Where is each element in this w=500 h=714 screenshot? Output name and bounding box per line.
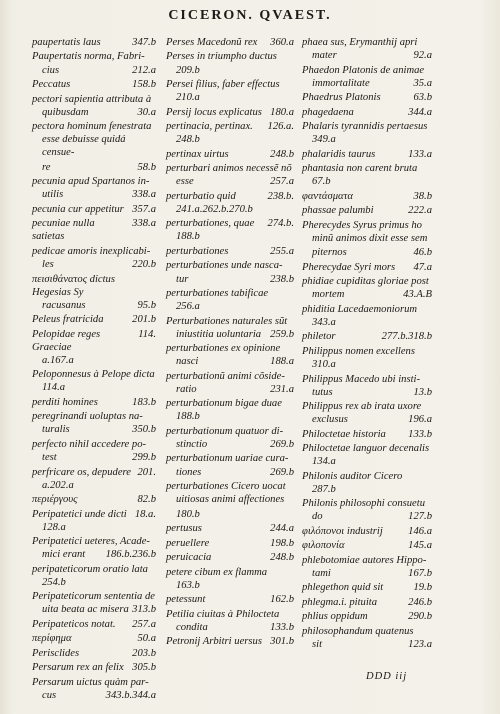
index-term-continuation: 114.a	[42, 382, 66, 394]
index-entry	[166, 148, 294, 161]
index-term: πεισιθάνατος dictus Hegesias Sy	[32, 273, 115, 298]
page-reference: 146.a	[408, 525, 432, 537]
index-entry	[166, 522, 294, 535]
index-term: Pelopidae reges Graeciae	[32, 328, 101, 353]
index-entry	[32, 438, 156, 464]
index-entry	[302, 148, 432, 161]
index-term: pecuniae nulla satietas	[32, 218, 95, 243]
index-term-continuation: 287.b	[312, 483, 336, 495]
index-term-continuation: 95.b racusanus	[42, 299, 156, 311]
page-reference: 269.b	[270, 438, 294, 450]
index-term-continuation: 257.a esse	[176, 176, 294, 188]
index-term: pectora hominum fenestrata	[32, 121, 152, 133]
index-term-continuation: 254.b	[42, 576, 66, 588]
index-entry	[302, 204, 432, 217]
index-term-continuation: 92.a mater	[312, 50, 432, 62]
index-entry	[166, 551, 294, 564]
index-entry	[166, 452, 294, 478]
index-term: petessunt	[166, 594, 206, 606]
index-term-continuation: 269.b tiones	[176, 466, 294, 478]
index-column-2	[166, 36, 294, 650]
page-reference: 248.b	[270, 148, 294, 160]
page-reference: 183.b	[132, 396, 156, 408]
index-term: Philoctetae historia	[302, 428, 386, 440]
index-entry	[32, 535, 156, 561]
index-term-continuation: 349.a	[312, 134, 336, 146]
index-entry	[302, 261, 432, 274]
index-entry	[302, 610, 432, 623]
index-entry	[166, 162, 294, 188]
index-entry	[166, 106, 294, 119]
index-entry	[32, 93, 156, 119]
index-term: phlius oppidum	[302, 611, 368, 623]
index-entry	[32, 493, 156, 506]
index-entry	[32, 273, 156, 312]
index-term: peregrinandi uoluptas na-	[32, 411, 143, 423]
index-term: perturbationes ex opinione	[166, 343, 281, 355]
index-term: Perses Macedonũ rex	[166, 37, 258, 48]
index-term-continuation: 133.b condita	[176, 621, 294, 633]
index-term: phlegma.i. pituita	[302, 596, 378, 608]
index-term: Peripateticorum sententia de	[32, 591, 155, 603]
index-term-continuation: 209.b	[176, 64, 200, 76]
index-entry	[32, 78, 156, 91]
index-entry	[302, 36, 432, 62]
index-term: 180.b	[176, 508, 200, 520]
index-term-continuation: 299.b test	[42, 452, 156, 464]
index-term-continuation: 210.a	[176, 92, 200, 104]
page-reference: 269.b	[270, 466, 294, 478]
index-term: perturbationũ animi cõside-	[166, 370, 285, 382]
index-term: περιέργους	[32, 494, 78, 506]
index-term: Petronij Arbitri uersus	[166, 636, 262, 648]
index-term-continuation: 313.b uita beata ac misera	[42, 604, 156, 616]
index-term: petere cibum ex flamma	[166, 566, 268, 578]
index-term-continuation: 67.b	[312, 176, 331, 188]
page-reference: 82.b	[137, 494, 156, 506]
index-entry	[302, 596, 432, 609]
index-entry	[166, 425, 294, 451]
index-term: Persei filius, faber effectus	[166, 79, 280, 91]
page-reference: 290.b	[408, 611, 432, 623]
index-term: Philoctetae languor decenalis	[302, 443, 430, 455]
page-reference: 301.b	[270, 636, 294, 648]
index-entry	[32, 563, 156, 589]
page-reference: 186.b.236.b	[105, 549, 156, 561]
page-reference: 30.a	[137, 106, 156, 118]
page-reference: 313.b	[132, 604, 156, 616]
index-term: phassae palumbi	[302, 205, 374, 217]
index-entry	[302, 581, 432, 594]
index-term: pectori sapientia attributa à	[32, 93, 152, 105]
index-entry	[302, 162, 432, 188]
index-term: perturbationum uariae cura-	[166, 453, 289, 465]
index-term: re	[42, 161, 51, 173]
index-term-continuation: 310.a	[312, 359, 336, 371]
index-entry	[302, 539, 432, 552]
index-entry	[32, 396, 156, 409]
index-term-continuation: 269.b stinctio	[176, 438, 294, 450]
index-term: φιλοπονία	[302, 540, 345, 552]
index-term: peripateticorum oratio lata	[32, 563, 148, 575]
index-term: pecunia cur appetitur	[32, 203, 124, 215]
index-entry	[166, 508, 294, 521]
index-entry	[302, 219, 432, 245]
index-entry	[302, 554, 432, 580]
index-entry	[32, 590, 156, 616]
index-term: Philippus rex ab irata uxore	[302, 401, 422, 413]
page-reference: 92.a	[413, 50, 432, 62]
index-term: Perses in triumpho ductus	[166, 51, 277, 63]
page-reference: 133.b	[408, 428, 432, 440]
page-reference: 50.a	[137, 633, 156, 645]
index-term: perturbationum bigae duae	[166, 398, 282, 410]
page-reference-continuation: 188.b	[176, 231, 200, 243]
index-entry	[166, 120, 294, 146]
index-term: pedicae amoris inexplicabi-	[32, 245, 151, 257]
index-term: φιλόπονοι industrij	[302, 525, 383, 537]
index-term: Philonis auditor Cicero	[302, 470, 403, 482]
index-entry	[166, 370, 294, 396]
page-reference: 18.a.	[134, 508, 156, 520]
index-term: Peripatetici ueteres, Acade-	[32, 536, 150, 548]
index-term: peruicacia	[166, 552, 212, 564]
page-reference: 277.b.318.b	[381, 331, 432, 343]
index-entry	[302, 275, 432, 301]
index-term: perturbationes unde nasca-	[166, 260, 283, 272]
page-reference: 133.b	[270, 621, 294, 633]
index-column-3	[302, 36, 432, 652]
index-term: Perturbationes naturales sũt	[166, 315, 288, 327]
page-reference: 167.b	[408, 567, 432, 579]
index-entry	[166, 537, 294, 550]
index-term: Persij locus explicatus	[166, 106, 262, 118]
page-reference: 238.b.	[267, 190, 294, 202]
page-reference: 248.b	[270, 552, 294, 564]
page-reference: 158.b	[132, 79, 156, 91]
page-reference: 259.b	[270, 328, 294, 340]
page-reference: 255.a	[270, 245, 294, 257]
index-term: phlebotomiae autores Hippo-	[302, 554, 427, 566]
index-term: Peleus fratricida	[32, 314, 104, 326]
index-term: Peripateticos notat.	[32, 618, 116, 630]
page-reference: 114.	[138, 328, 156, 340]
index-term-continuation: 163.b	[176, 579, 200, 591]
index-term-continuation: 35.a immortalitate	[312, 77, 432, 89]
index-term-continuation: 123.a sit	[312, 638, 432, 650]
page-reference: 338.a	[132, 218, 156, 230]
index-entry	[166, 287, 294, 313]
index-entry	[32, 161, 156, 174]
signature-mark: DDD iij	[366, 671, 408, 682]
page-reference: 188.a	[270, 356, 294, 368]
index-term: pecunia apud Spartanos in-	[32, 176, 150, 188]
index-term-continuation: 238.b tur	[176, 273, 294, 285]
index-term-continuation: 127.b do	[312, 511, 432, 523]
index-entry	[166, 217, 294, 243]
index-term: phantasia non carent bruta	[302, 163, 418, 175]
index-term: peruellere	[166, 537, 210, 549]
page-reference: 360.a	[270, 37, 294, 48]
index-entry	[32, 632, 156, 645]
index-term-continuation: 212.a cius	[42, 64, 156, 76]
index-term-continuation: uitiosas animi affectiones	[176, 494, 285, 506]
index-term-continuation: 188.a nasci	[176, 356, 294, 368]
index-entry	[32, 647, 156, 660]
page-reference-continuation: a.202.a	[42, 479, 74, 491]
index-entry	[302, 345, 432, 371]
index-term: perturbationes tabificae	[166, 287, 269, 299]
page-reference: 257.a	[270, 176, 294, 188]
page-reference-continuation: 128.a	[42, 521, 66, 533]
index-term: Paupertatis norma, Fabri-	[32, 51, 145, 63]
index-entry	[32, 410, 156, 436]
index-term-continuation: 220.b les	[42, 259, 156, 271]
page-reference: 162.b	[270, 594, 294, 606]
index-term-continuation: 259.b iniustitia uoluntaria	[176, 328, 294, 340]
index-entry	[166, 245, 294, 258]
page-reference: 43.A.B	[403, 289, 432, 301]
index-term-continuation: 43.A.B mortem	[312, 289, 432, 301]
page-reference: 257.a	[132, 618, 156, 630]
index-entry	[302, 442, 432, 468]
page-reference-continuation: 241.a.262.b.270.b	[176, 203, 253, 215]
index-entry	[302, 373, 432, 399]
index-term: pertinax uirtus	[166, 148, 229, 160]
index-entry	[32, 661, 156, 674]
index-term: phiditia Lacedaemoniorum	[302, 303, 418, 315]
index-entry	[32, 217, 156, 243]
index-term-continuation: 343.a	[312, 316, 336, 328]
page-reference: 95.b	[137, 299, 156, 311]
page-reference: 35.a	[413, 77, 432, 89]
index-term: perturbatio quid	[166, 190, 236, 202]
index-entry	[302, 400, 432, 426]
index-term: Persarum uictus quàm par-	[32, 676, 149, 688]
index-term: perturbari animos necessẽ nõ	[166, 163, 292, 175]
index-term: φαντάσματα	[302, 190, 353, 202]
index-entry	[32, 328, 156, 367]
index-entry	[302, 625, 432, 651]
index-entry	[166, 50, 294, 76]
index-term: pertinacia, pertinax.	[166, 121, 253, 133]
index-term: Peccatus	[32, 79, 71, 91]
index-term: perturbationes, quae	[166, 218, 255, 230]
running-header: CICERON. QVAEST.	[168, 8, 332, 23]
index-entry	[302, 64, 432, 90]
page-reference-continuation: 248.b	[176, 134, 200, 146]
index-entry	[166, 635, 294, 648]
page-reference: 347.b	[132, 37, 156, 48]
page-reference: 244.a	[270, 523, 294, 535]
page-reference: 180.a	[270, 106, 294, 118]
index-term: Pherecydae Syri mors	[302, 261, 396, 273]
index-entry	[302, 497, 432, 523]
page-reference: 13.b	[413, 386, 432, 398]
index-entry	[32, 120, 156, 159]
index-entry	[32, 466, 156, 492]
index-column-1	[32, 36, 156, 703]
page-reference: 203.b	[132, 647, 156, 659]
index-term: Pherecydes Syrus primus ho	[302, 219, 422, 231]
page-reference: 350.b	[132, 424, 156, 436]
index-entry	[32, 508, 156, 534]
page-reference: 201.b	[132, 314, 156, 326]
index-term-continuation: minũ animos dixit esse sem	[312, 232, 428, 244]
index-term: Peripatetici unde dicti	[32, 508, 127, 520]
index-term: Phaedon Platonis de animae	[302, 64, 425, 76]
index-entry	[302, 91, 432, 104]
page-reference: 201.	[137, 466, 156, 478]
index-term: Persarum rex an felix	[32, 662, 124, 674]
page-reference: 274.b.	[267, 218, 294, 230]
index-entry	[302, 106, 432, 119]
index-term: phidiae cupiditas gloriae post	[302, 276, 429, 288]
index-term: phalaridis taurus	[302, 148, 376, 160]
index-term: perturbationum quatuor di-	[166, 425, 284, 437]
index-entry	[32, 618, 156, 631]
index-entry	[166, 190, 294, 216]
index-term: Phalaris tyrannidis pertaesus	[302, 121, 428, 133]
index-term: philetor	[302, 331, 336, 343]
index-term: Peloponnesus à Pelope dicta	[32, 369, 155, 381]
index-term: Phaedrus Platonis	[302, 92, 381, 104]
index-term: paupertatis laus	[32, 37, 101, 48]
index-term: phagedaena	[302, 106, 354, 118]
index-entry	[32, 313, 156, 326]
page-reference: 212.a	[132, 64, 156, 76]
page-reference: 231.a	[270, 383, 294, 395]
page-reference: 357.a	[132, 203, 156, 215]
index-term: Perisclides	[32, 647, 80, 659]
index-term: perturbationes Cicero uocat	[166, 481, 286, 493]
index-entry	[302, 246, 432, 259]
index-entry	[32, 245, 156, 271]
page-reference: 344.a	[408, 106, 432, 118]
index-term-continuation: 343.b.344.a cus	[42, 689, 156, 701]
index-entry	[302, 428, 432, 441]
index-entry	[166, 593, 294, 606]
page-reference: 238.b	[270, 273, 294, 285]
page-reference: 196.a	[408, 414, 432, 426]
page-reference: 47.a	[413, 261, 432, 273]
index-entry	[166, 78, 294, 104]
index-term-continuation: 13.b tutus	[312, 386, 432, 398]
index-entry	[302, 330, 432, 343]
page-reference: 46.b	[413, 247, 432, 259]
page-reference: 38.b	[413, 190, 432, 202]
index-term: περίφημα	[32, 633, 72, 645]
page-reference: 305.b	[132, 662, 156, 674]
index-term: perfricare os, depudere	[32, 466, 131, 478]
index-term: Philippus Macedo ubi insti-	[302, 373, 420, 385]
index-term: perditi homines	[32, 396, 98, 408]
index-entry	[32, 203, 156, 216]
page-reference: 58.b	[137, 161, 156, 173]
index-term: Philippus nomen excellens	[302, 345, 415, 357]
index-term: pertusus	[166, 523, 202, 535]
index-entry	[302, 303, 432, 329]
index-term-continuation: 256.a	[176, 301, 200, 313]
index-entry	[302, 120, 432, 146]
index-term-continuation: 167.b tami	[312, 567, 432, 579]
index-entry	[302, 190, 432, 203]
index-entry	[166, 342, 294, 368]
index-term: perturbationes	[166, 245, 229, 257]
page-reference: 299.b	[132, 452, 156, 464]
index-term-continuation: esse debuisse quidá censue-	[42, 134, 126, 159]
index-entry	[166, 36, 294, 49]
index-entry	[166, 608, 294, 634]
page-reference: 220.b	[132, 259, 156, 271]
index-term-continuation: 350.b turalis	[42, 424, 156, 436]
page-reference: 222.a	[408, 205, 432, 217]
page-reference: 123.a	[408, 638, 432, 650]
index-term-continuation: 188.b	[176, 411, 200, 423]
index-term: Petilia ciuitas à Philocteta	[166, 608, 280, 620]
page-reference: 338.a	[132, 189, 156, 201]
page-reference: 19.b	[413, 582, 432, 594]
index-entry	[166, 315, 294, 341]
index-term: Philonis philosophi consuetu	[302, 498, 426, 510]
index-entry	[302, 525, 432, 538]
index-entry	[32, 50, 156, 76]
page-reference: 198.b	[270, 537, 294, 549]
index-term-continuation: 231.a ratio	[176, 383, 294, 395]
index-entry	[166, 397, 294, 423]
page-reference: 126.a.	[267, 121, 294, 133]
index-entry	[166, 566, 294, 592]
index-entry	[166, 259, 294, 285]
index-term: phaea sus, Erymanthij apri	[302, 37, 418, 48]
index-entry	[302, 470, 432, 496]
page-reference: 246.b	[408, 596, 432, 608]
page-reference: 127.b	[408, 511, 432, 523]
page-reference: 343.b.344.a	[105, 689, 156, 701]
page-reference-continuation: a.167.a	[42, 354, 74, 366]
page-reference: 133.a	[408, 148, 432, 160]
index-term: piternos	[312, 247, 347, 259]
index-entry	[32, 36, 156, 49]
page-reference: 145.a	[408, 540, 432, 552]
index-term-continuation: 30.a quibusdam	[42, 106, 156, 118]
index-entry	[32, 676, 156, 702]
index-entry	[32, 368, 156, 394]
index-term-continuation: 134.a	[312, 456, 336, 468]
index-term: perfecto nihil accedere po-	[32, 438, 147, 450]
index-term-continuation: 186.b.236.b mici erant	[42, 549, 156, 561]
page-reference: 63.b	[413, 92, 432, 104]
index-term: philosophandum quatenus	[302, 625, 414, 637]
index-term: phlegethon quid sit	[302, 582, 384, 594]
index-entry	[32, 175, 156, 201]
index-term-continuation: 196.a exclusus	[312, 414, 432, 426]
index-term-continuation: 338.a utilis	[42, 189, 156, 201]
index-entry	[166, 480, 294, 506]
